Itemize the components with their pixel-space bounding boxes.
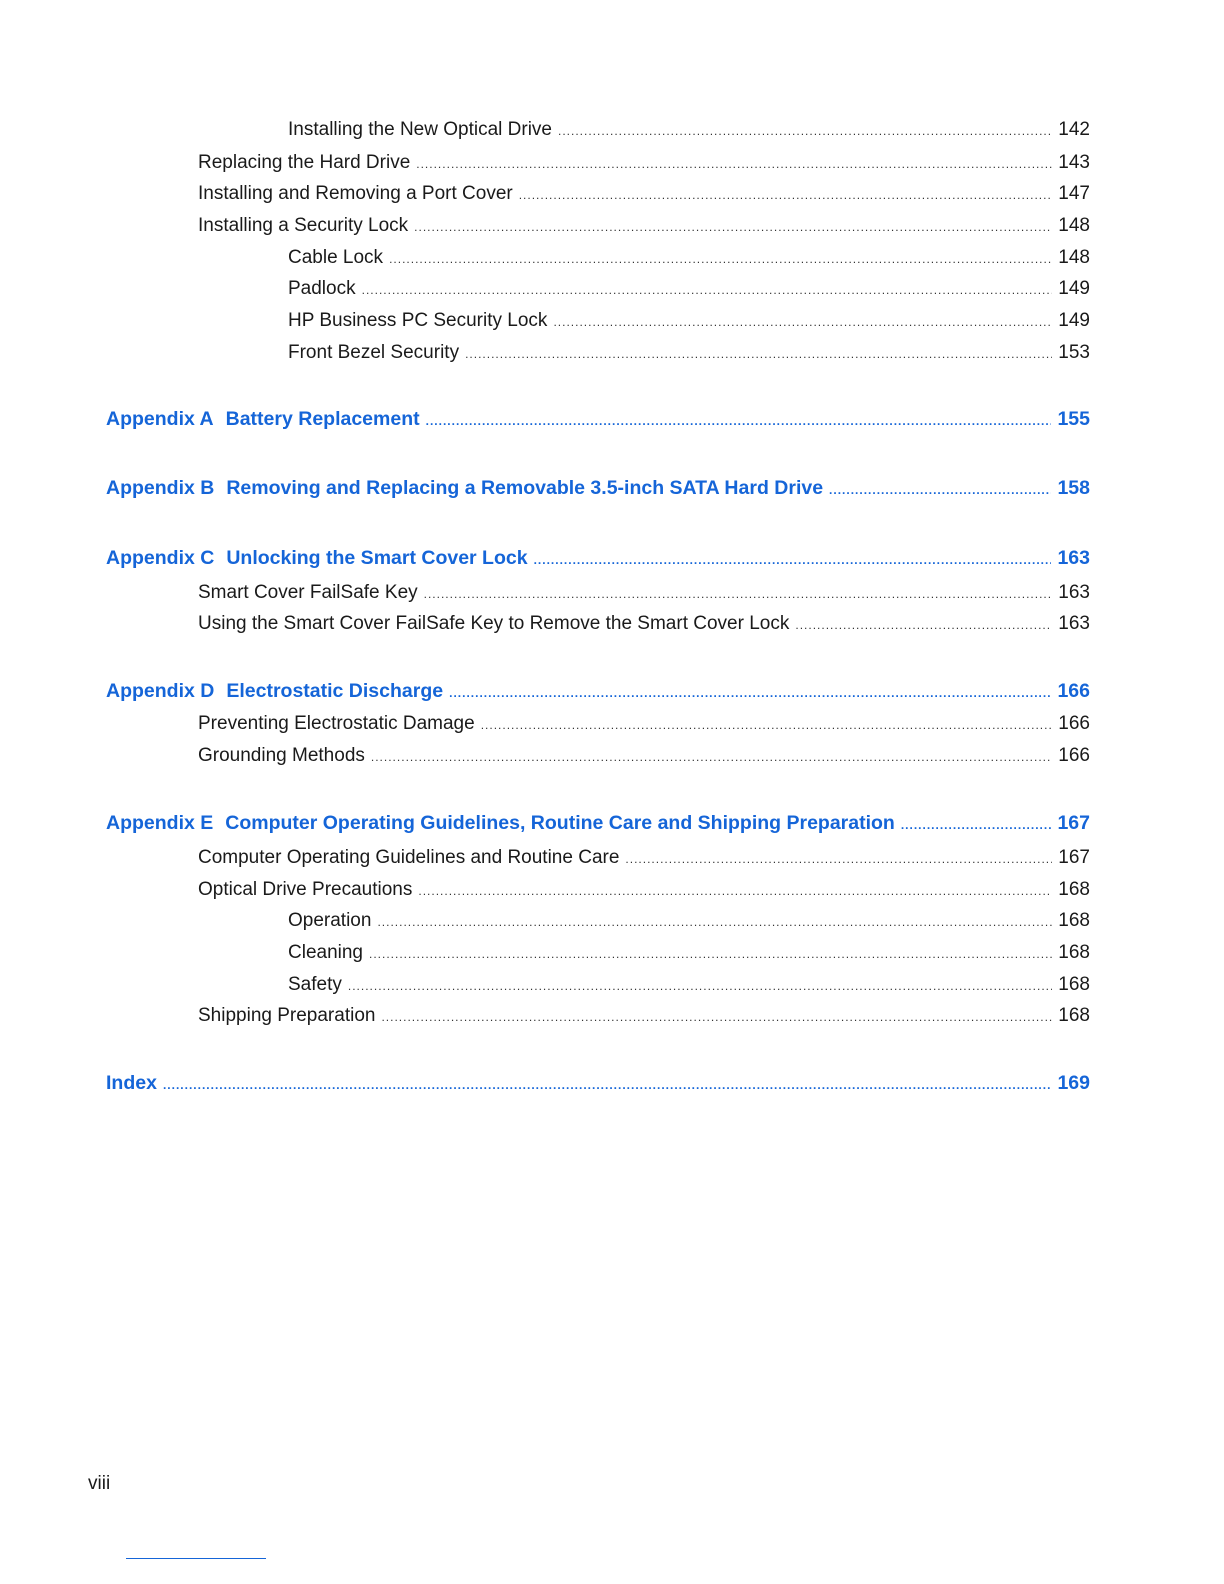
toc-entry-title: Installing a Security Lock <box>198 215 409 236</box>
toc-entry-page: 168 <box>1058 879 1090 900</box>
toc-entry[interactable] <box>198 215 1090 237</box>
appendix-name: Computer Operating Guidelines, Routine Care and Shipping Preparation <box>225 812 895 834</box>
toc-entry-title: Operation <box>288 910 372 931</box>
dot-leader <box>534 553 1052 567</box>
toc-appendix-title <box>106 812 895 835</box>
appendix-label: Appendix E <box>106 812 214 834</box>
toc-entry-page: 166 <box>1058 745 1090 766</box>
toc-entry-page: 168 <box>1058 910 1090 931</box>
appendix-name: Removing and Replacing a Removable 3.5-inch SATA Hard Drive <box>226 477 824 499</box>
toc-entry-page: 148 <box>1058 247 1090 268</box>
toc-entry[interactable] <box>198 847 1090 869</box>
dot-leader <box>553 315 1052 329</box>
toc-entry[interactable] <box>288 310 1090 332</box>
toc-entry[interactable] <box>288 247 1090 269</box>
appendix-name: Unlocking the Smart Cover Lock <box>226 547 528 569</box>
toc-entry-page: 163 <box>1057 547 1090 569</box>
toc-entry-page: 149 <box>1058 278 1090 299</box>
toc-entry[interactable] <box>288 119 1090 141</box>
dot-leader <box>426 414 1052 428</box>
dot-leader <box>348 979 1052 993</box>
toc-appendix-b[interactable] <box>106 477 1090 500</box>
toc-entry-page: 148 <box>1058 215 1090 236</box>
toc-entry-title: Computer Operating Guidelines and Routine Care <box>198 847 620 868</box>
dot-leader <box>163 1078 1052 1092</box>
toc-entry-page: 142 <box>1058 119 1090 140</box>
dot-leader <box>481 718 1053 732</box>
toc-entry-title: Cleaning <box>288 942 363 963</box>
toc-entry-title: Replacing the Hard Drive <box>198 152 411 173</box>
toc-entry[interactable] <box>288 910 1090 932</box>
toc-entry-page: 167 <box>1058 847 1090 868</box>
toc-entry-title: Installing the New Optical Drive <box>288 119 552 140</box>
toc-entry-title: Safety <box>288 974 342 995</box>
toc-entry-title: Optical Drive Precautions <box>198 879 413 900</box>
toc-entry-page: 158 <box>1057 477 1090 499</box>
toc-entry-title: Cable Lock <box>288 247 384 268</box>
toc-entry-title: Installing and Removing a Port Cover <box>198 183 513 204</box>
toc-entry-title: Using the Smart Cover FailSafe Key to Remove the Smart Cover Lock <box>198 613 790 634</box>
toc-entry[interactable] <box>288 278 1090 300</box>
dot-leader <box>449 686 1051 700</box>
toc-entry-page: 147 <box>1058 183 1090 204</box>
appendix-name: Electrostatic Discharge <box>226 680 444 702</box>
toc-appendix-d[interactable] <box>106 680 1090 703</box>
toc-appendix-a[interactable] <box>106 408 1090 431</box>
dot-leader <box>829 483 1051 497</box>
toc-entry[interactable] <box>198 613 1090 635</box>
toc-entry-title: Padlock <box>288 278 356 299</box>
appendix-name: Battery Replacement <box>225 408 420 430</box>
appendix-label: Appendix C <box>106 547 215 569</box>
toc-entry[interactable] <box>198 183 1090 205</box>
dot-leader <box>381 1010 1052 1024</box>
toc-entry-title: Smart Cover FailSafe Key <box>198 582 418 603</box>
dot-leader <box>519 188 1053 202</box>
toc-entry-page: 143 <box>1058 152 1090 173</box>
toc-entry[interactable] <box>198 879 1090 901</box>
dot-leader <box>369 947 1052 961</box>
toc-entry-page: 163 <box>1058 613 1090 634</box>
toc-entry-page: 168 <box>1058 1005 1090 1026</box>
toc-entry-page: 167 <box>1057 812 1090 834</box>
toc-entry[interactable] <box>198 745 1090 767</box>
dot-leader <box>625 852 1052 866</box>
dot-leader <box>558 124 1052 138</box>
toc-entry[interactable] <box>288 342 1090 364</box>
toc-entry-title: Shipping Preparation <box>198 1005 376 1026</box>
dot-leader <box>362 283 1053 297</box>
toc-entry-title: HP Business PC Security Lock <box>288 310 548 331</box>
page-number: viii <box>88 1473 111 1494</box>
toc-appendix-c[interactable] <box>106 547 1090 570</box>
dot-leader <box>414 220 1052 234</box>
toc-entry-page: 149 <box>1058 310 1090 331</box>
toc-entry-page: 168 <box>1058 974 1090 995</box>
toc-index-title: Index <box>106 1072 157 1094</box>
dot-leader <box>377 915 1052 929</box>
toc-appendix-title <box>106 408 420 431</box>
toc-appendix-title <box>106 680 443 703</box>
dot-leader <box>418 884 1052 898</box>
toc-entry-page: 166 <box>1057 680 1090 702</box>
toc-entry-page: 168 <box>1058 942 1090 963</box>
dot-leader <box>901 818 1052 832</box>
dot-leader <box>465 347 1052 361</box>
toc-index[interactable] <box>106 1072 1090 1095</box>
toc-entry-page: 163 <box>1058 582 1090 603</box>
toc-entry[interactable] <box>198 582 1090 604</box>
dot-leader <box>795 618 1052 632</box>
appendix-label: Appendix B <box>106 477 215 499</box>
toc-entry-page: 169 <box>1057 1072 1090 1094</box>
toc-entry-page: 153 <box>1058 342 1090 363</box>
toc-entry-page: 166 <box>1058 713 1090 734</box>
dot-leader <box>424 587 1053 601</box>
appendix-label: Appendix D <box>106 680 215 702</box>
toc-appendix-title <box>106 477 823 500</box>
toc-entry[interactable] <box>198 713 1090 735</box>
appendix-label: Appendix A <box>106 408 214 430</box>
toc-entry-page: 155 <box>1057 408 1090 430</box>
toc-entry-title: Grounding Methods <box>198 745 365 766</box>
toc-entry-title: Front Bezel Security <box>288 342 460 363</box>
dot-leader <box>416 157 1052 171</box>
footer-rule <box>126 1558 266 1559</box>
toc-entry[interactable] <box>198 1005 1090 1027</box>
toc-entry-title: Preventing Electrostatic Damage <box>198 713 475 734</box>
toc-appendix-e[interactable] <box>106 812 1090 835</box>
toc-entry[interactable] <box>288 974 1090 996</box>
dot-leader <box>389 252 1052 266</box>
dot-leader <box>371 750 1052 764</box>
toc-entry[interactable] <box>198 152 1090 174</box>
toc-entry[interactable] <box>288 942 1090 964</box>
toc-appendix-title <box>106 547 528 570</box>
